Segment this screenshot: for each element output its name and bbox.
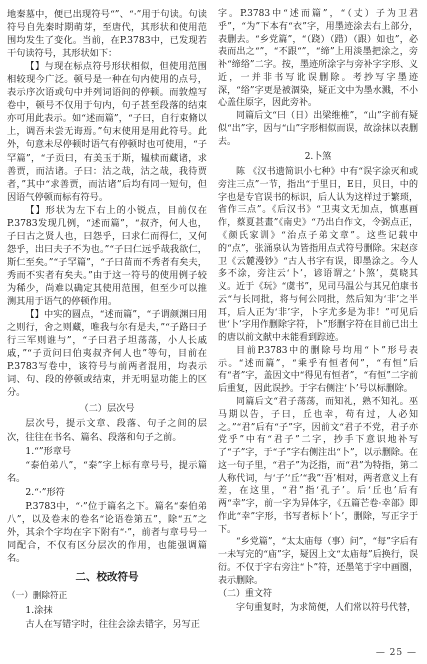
left-column [7,8,207,631]
right-column [218,8,418,615]
paragraph: 古人在写错字时，往往会涂去错字，另写正 [25,619,200,631]
paragraph: 同篇后文“君子荡荡，而知礼，熟不知礼。巫马期以告，子曰，丘也幸，苟有过，人必知之。”“君”后有“子”字，因前文“君子不党，君子亦党乎”中有“君子”二字，抄手下意识地补写了“子”字，于“子”字右侧注出“卜”，以示删除。在这一句子里，“君子”为泛指，而“君”为特指，第二人称代词，与‘子’‘丘’“我”‘吾’相对，两者意义上有差，在这里，“君”指‘孔子’。后‘丘也’后有两“幸”字，前一字为异体字，《五篇芒卷·幸部》即作此“幸”字形，书写者标卜‘卜’，删除，写正字于下。 [218,396,418,535]
item-heading: 1.涂抹 [25,605,53,617]
item-heading: 1.“”形章号 [25,445,72,457]
page-number: — 25 — [375,648,417,658]
paragraph: 同篇后文“曰（日）出梁维椎”，“山”字前有疑似“出”字，因与“山”字形相似而误，故涂抹以表删去。 [218,111,418,147]
paragraph: 地秦墓中，便已出现符号“”、“·”用于句读。句读符号自先秦时期萌芽，至唐代，其形状和使用范围均发生了变化。当前，在P.3783中，已发现若干句读符号，其形状如下： [7,9,207,60]
subsection-heading: （二）重文符 [218,589,273,600]
section-heading: 二、校改符号 [75,570,139,583]
paragraph: “乡党篇”，“太太庙每（事）问”，“每”字后有一未写完的“庙”字，疑因上文“太庙每”后换行，误衍。不仅于字右旁注“卜”符，还墨笔于字中画圈，表示删除。 [218,537,418,586]
item-heading: 2.“·”形符 [25,486,65,498]
item-heading: 2.卜煞 [304,152,332,163]
paragraph: 【】中实的圆点，“述而篇”，“子谓颜渊曰用之则行，舍之则藏，唯我与尔有是夫，”“子路曰子行三军则谁与”，“子曰君子坦荡荡，小人长戚戚，”“子贡问曰伯夷叔齐何人也”等句，目前在P.3783写卷中，该符号与前两者混用，均表示词、句、段的停顿或结束，并无明显功能上的区分。 [7,309,207,399]
subsection-heading: （二）层次号 [79,403,135,415]
paragraph: 【】与现在标点符号形状相似，但使用范围相较现今广泛。顿号是一种在句内使用的点号，表示序次语或句中并列词语间的停顿。而敦煌写卷中，顿号不仅用于句内，句子甚至段落的结束亦可用此表示。如“述而篇”，“子曰，自行束脩以上，调吾未尝无诲焉。”句末使用是用此符号。此外，句意未尽停顿时语气有停顿时也可使用，“子罕篇”，“子贡曰，有美玉于斯，韫椟而藏诸，求善贾，而沽诸。子曰：沽之哉，沽之哉，我待贾者，”其中“求善贾，而沽诸”后均有同一短句，但因语气停顿而标有符号。 [7,61,207,203]
paragraph: 层次号，提示文章、段落、句子之间的层次，往往在书名、篇名、段落和句子之前。 [7,418,207,443]
paragraph: 字句重复时，为求简便，人们常以符号代替， [236,603,417,614]
paragraph: P.3783中，“·”位于篇名之下。篇名“泰伯弟八”，以及卷末的卷名“论语卷第五”，除“五”之外，其余个字均在字下附有“·”，前者与章号号一同配合，不仅有区分层次的作用，也能强调篇名。 [7,500,207,564]
paragraph: 目前P.3783中的删除号均用“卜”形号表示。“述而篇”，“乘乎有恒者何”，“有恒”后有“者”字，盖因文中“得见有恒者”，“有恒”二字前后重复，因此误抄。于字右侧注‘卜’号以标删除。 [218,345,418,395]
paragraph: 【】形状为左下右上的小锐点，目前仅在P.3783发现几例，“述而篇”，“叔齐，何人也，子曰古之贤人也，曰怨乎，曰求仁而得仁，又何怨乎，出曰夫子不为也。”“子曰仁远乎哉我欲仁，斯仁至矣。”“子罕篇”，“子曰苗而不秀者有矣夫，秀而不实者有矣夫。”由于这一符号的使用例子较为稀少，尚难以确定其使用范围，但至少可以推测其用于语气的停顿作用。 [7,204,207,308]
paragraph: “泰伯弟八”，“泰”字上标有章号号，提示篇名。 [7,459,207,484]
subsection-heading: （一）删除符正 [7,591,68,602]
paragraph: 字。P.3783中“述而篇”，“（丈）子为卫君乎”，“为”下本有“衣”字，用墨迹涂去右上部分，表删去。“乡党篇”，“（跷）（踖）（跟）如也”，必表而出之“”，“不跟“”，“缔”上用淡墨把涂之，旁补“缔绤”二字。按，墨迹所涂字与旁补字字形、义近，一并非书写讹误删除。考抄写字墨迹深，“绤”字更是被涸染，疑正文中为墨水溅，不小心盖住原字，因此旁补。 [218,9,418,109]
paragraph: 陈 《汉书遗简识小七种》中有“误字涂灭和或旁注三点”一节，指出“于里日，E日，贝日，中的字也是专官误书的标识，后人认为这样过于繁琐，省作三点”。《后汉书》“卫夷文无加点，慎惠画作，蔡夏甚畫”《南史》“乃出白作文，令弼点正，《颜氏家训》“治点子弟文章”。这些记载中的“点”，张涌泉认为皆指用点式符号删除。宋赵彦卫《云麓漫钞》“古人书字有误，即墨涂之。今人多不涂，旁注云‘卜’，谚语谓之‘卜煞’，莫晓其义。近于《玩》“虞书”，见司马温公与其兄伯康书云“与长同批，将与何公同批，然后知为‘非’之半耳，后人正为‘非’字，卜字尤多是为非！”可见后世‘卜’字用作删除字符，卜”形删字符在目前已出土的唐以前文献中未能看到踪迹。 [218,167,418,344]
